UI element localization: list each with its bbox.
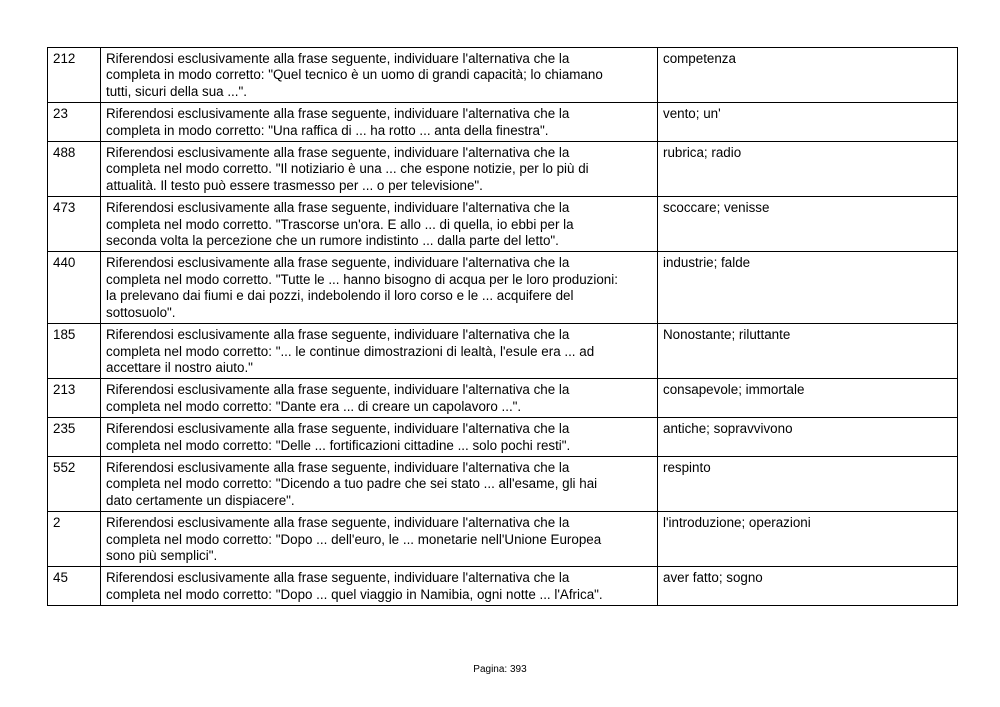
question-id: 212: [48, 48, 101, 103]
answer-text: consapevole; immortale: [658, 379, 958, 418]
question-text: Riferendosi esclusivamente alla frase seguente, individuare l'alternativa che la completa nel modo corretto: "Dopo ... quel viaggio in Namibia, ogni notte ... l'Africa".: [101, 567, 658, 606]
answer-text: Nonostante; riluttante: [658, 324, 958, 379]
answer-text: scoccare; venisse: [658, 197, 958, 252]
table-row: [48, 324, 958, 379]
answer-text: competenza: [658, 48, 958, 103]
question-id: 185: [48, 324, 101, 379]
table-row: [48, 379, 958, 418]
question-text: Riferendosi esclusivamente alla frase seguente, individuare l'alternativa che la completa nel modo corretto: "Dopo ... dell'euro, le ... monetarie nell'Unione Europea sono più semplici".: [101, 512, 658, 567]
question-text: Riferendosi esclusivamente alla frase seguente, individuare l'alternativa che la completa in modo corretto: "Una raffica di ... ha rotto ... anta della finestra".: [101, 103, 658, 142]
table-row: [48, 197, 958, 252]
question-text: Riferendosi esclusivamente alla frase seguente, individuare l'alternativa che la completa nel modo corretto: "Dicendo a tuo padre che sei stato ... all'esame, gli hai dato certamente un dispiacere".: [101, 456, 658, 511]
answer-text: aver fatto; sogno: [658, 567, 958, 606]
answer-text: rubrica; radio: [658, 142, 958, 197]
table-row: [48, 418, 958, 457]
question-text: Riferendosi esclusivamente alla frase seguente, individuare l'alternativa che la completa nel modo corretto: "... le continue dimostrazioni di lealtà, l'esule era ... ad accettare il nostro aiuto.": [101, 324, 658, 379]
question-id: 235: [48, 418, 101, 457]
table-row: [48, 512, 958, 567]
page-number: Pagina: 393: [473, 664, 527, 675]
table-row: [48, 252, 958, 324]
question-id: 213: [48, 379, 101, 418]
question-id: 488: [48, 142, 101, 197]
question-text: Riferendosi esclusivamente alla frase seguente, individuare l'alternativa che la completa nel modo corretto. "Il notiziario è una ... che espone notizie, per lo più di attualità. Il testo può essere trasmesso per ... o per televisione".: [101, 142, 658, 197]
question-text: Riferendosi esclusivamente alla frase seguente, individuare l'alternativa che la completa nel modo corretto. "Tutte le ... hanno bisogno di acqua per le loro produzioni: la prelevano dai fiumi e dai pozzi, indebolendo il loro corso e le ... acquifere del sottosuolo".: [101, 252, 658, 324]
question-id: 552: [48, 456, 101, 511]
table-row: [48, 48, 958, 103]
question-id: 23: [48, 103, 101, 142]
question-id: 473: [48, 197, 101, 252]
answer-text: respinto: [658, 456, 958, 511]
answer-text: antiche; sopravvivono: [658, 418, 958, 457]
question-id: 2: [48, 512, 101, 567]
question-text: Riferendosi esclusivamente alla frase seguente, individuare l'alternativa che la completa nel modo corretto. "Trascorse un'ora. E allo ... di quella, io ebbi per la seconda volta la percezione che un rumore indistinto ... dalla parte del letto".: [101, 197, 658, 252]
question-text: Riferendosi esclusivamente alla frase seguente, individuare l'alternativa che la completa nel modo corretto: "Dante era ... di creare un capolavoro ...".: [101, 379, 658, 418]
table-row: [48, 103, 958, 142]
question-text: Riferendosi esclusivamente alla frase seguente, individuare l'alternativa che la completa nel modo corretto: "Delle ... fortificazioni cittadine ... solo pochi resti".: [101, 418, 658, 457]
answer-text: l'introduzione; operazioni: [658, 512, 958, 567]
question-id: 45: [48, 567, 101, 606]
answer-text: vento; un': [658, 103, 958, 142]
table-row: [48, 142, 958, 197]
table-row: [48, 567, 958, 606]
answer-text: industrie; falde: [658, 252, 958, 324]
question-text: Riferendosi esclusivamente alla frase seguente, individuare l'alternativa che la completa in modo corretto: "Quel tecnico è un uomo di grandi capacità; lo chiamano tutti, sicuri della sua ...".: [101, 48, 658, 103]
table-row: [48, 456, 958, 511]
questions-table: [47, 47, 958, 606]
question-id: 440: [48, 252, 101, 324]
